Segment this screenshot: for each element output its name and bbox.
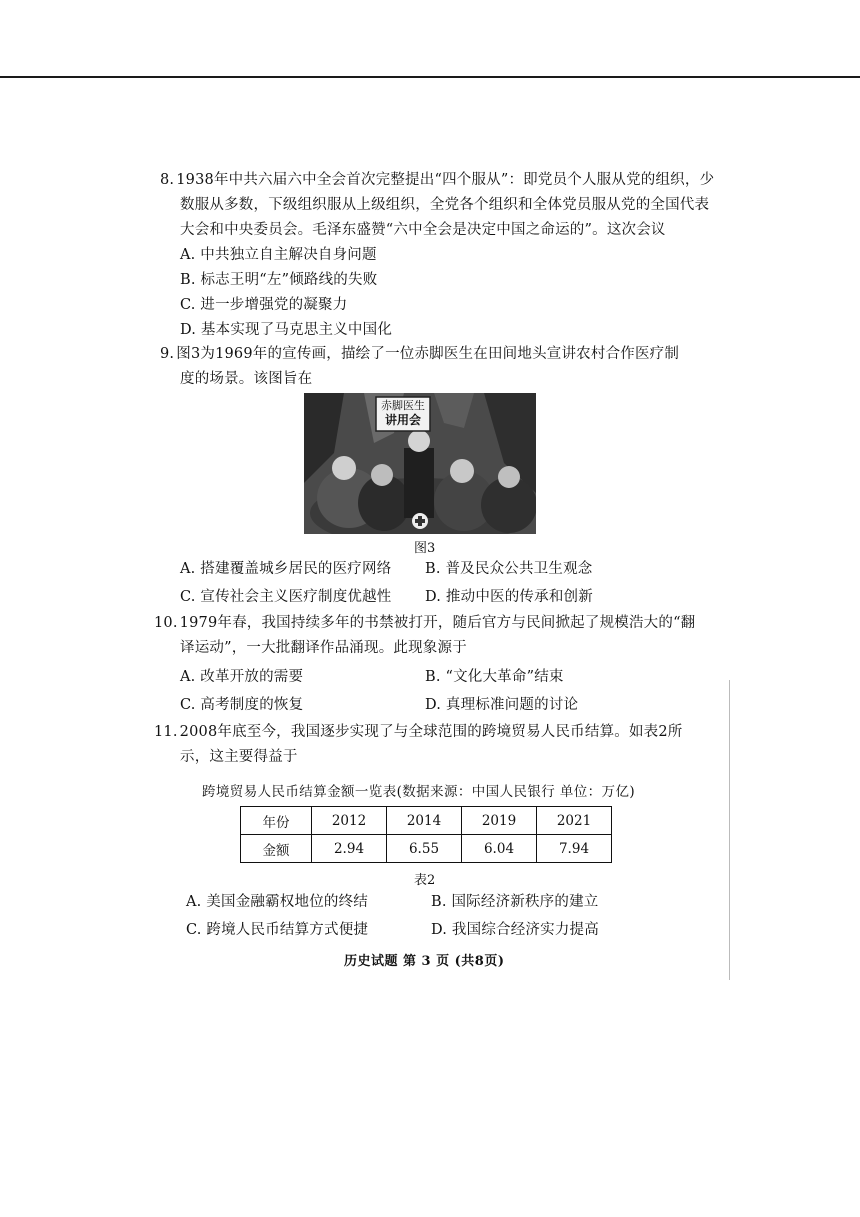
option-c: C. 跨境人民币结算方式便捷 [186,922,369,938]
table-header-cell: 2021 [537,807,612,835]
stem-line: 2008年底至今，我国逐步实现了与全球范围的跨境贸易人民币结算。如表2所 [179,724,683,740]
poster-sign-line: 赤脚医生 [381,399,425,412]
question-number: 11. [154,724,178,740]
question-8-stem [160,168,715,243]
option-c: C. 进一步增强党的凝聚力 [180,297,348,313]
question-number: 9. [160,346,175,362]
table-title: 跨境贸易人民币结算金额一览表(数据来源：中国人民银行 单位：万亿) [202,784,636,800]
question-8 [160,168,715,343]
option-b: B. 国际经济新秩序的建立 [431,894,599,910]
stem-line: 1938年中共六届六中全会首次完整提出“四个服从”：即党员个人服从党的组织，少 [176,172,715,188]
question-9-stem [160,342,700,392]
option-b: B. “文化大革命”结束 [425,669,564,685]
option-d: D. 推动中医的传承和创新 [425,589,593,605]
option-b: B. 标志王明“左”倾路线的失败 [180,272,378,288]
stem-line: 数服从多数，下级组织服从上级组织，全党各个组织和全体党员服从党的全国代表 [180,197,710,213]
table-cell: 7.94 [537,835,612,863]
table-cell: 2.94 [312,835,387,863]
question-11-stem [154,720,700,770]
option-b: B. 普及民众公共卫生观念 [425,561,593,577]
table-row [241,835,612,863]
option-a: A. 改革开放的需要 [180,669,304,685]
stem-line: 1979年春，我国持续多年的书禁被打开，随后官方与民间掀起了规模浩大的“翻 [179,615,696,631]
table-header-cell: 年份 [241,807,312,835]
question-number: 10. [154,615,178,631]
option-d: D. 真理标准问题的讨论 [425,697,579,713]
table-header-cell: 2014 [387,807,462,835]
option-a: A. 中共独立自主解决自身问题 [180,247,377,263]
question-10-stem [154,611,700,661]
question-9-options [160,557,700,610]
table-header-cell: 2019 [462,807,537,835]
option-a: A. 搭建覆盖城乡居民的医疗网络 [180,561,392,577]
scan-artifact-line [729,680,730,980]
stem-line: 译运动”，一大批翻译作品涌现。此现象源于 [180,640,467,656]
page-footer: 历史试题 第 3 页 (共8页) [344,954,505,969]
poster-sign-line: 讲用会 [384,413,421,427]
stem-line: 图3为1969年的宣传画，描绘了一位赤脚医生在田间地头宣讲农村合作医疗制 [176,346,680,362]
option-d: D. 我国综合经济实力提高 [431,922,599,938]
table-cell: 6.55 [387,835,462,863]
table-header-cell: 2012 [312,807,387,835]
option-a: A. 美国金融霸权地位的终结 [186,894,368,910]
option-c: C. 高考制度的恢复 [180,697,304,713]
stem-line: 示，这主要得益于 [180,749,298,765]
question-10 [154,611,700,718]
table-cell: 金额 [241,835,312,863]
question-11-options [160,890,700,943]
table-caption: 表2 [414,873,436,888]
question-9 [160,342,700,392]
settlement-table [240,806,612,863]
stem-line: 度的场景。该图旨在 [180,371,313,387]
option-d: D. 基本实现了马克思主义中国化 [180,322,393,338]
figure-caption: 图3 [414,541,436,556]
propaganda-poster-image [304,393,536,534]
stem-line: 大会和中央委员会。毛泽东盛赞“六中全会是决定中国之命运的”。这次会议 [180,222,666,238]
poster-sign [376,399,430,427]
option-c: C. 宣传社会主义医疗制度优越性 [180,589,392,605]
question-11 [154,720,700,770]
table-cell: 6.04 [462,835,537,863]
table-row [241,807,612,835]
question-number: 8. [160,172,175,188]
page-top-border [0,76,860,78]
